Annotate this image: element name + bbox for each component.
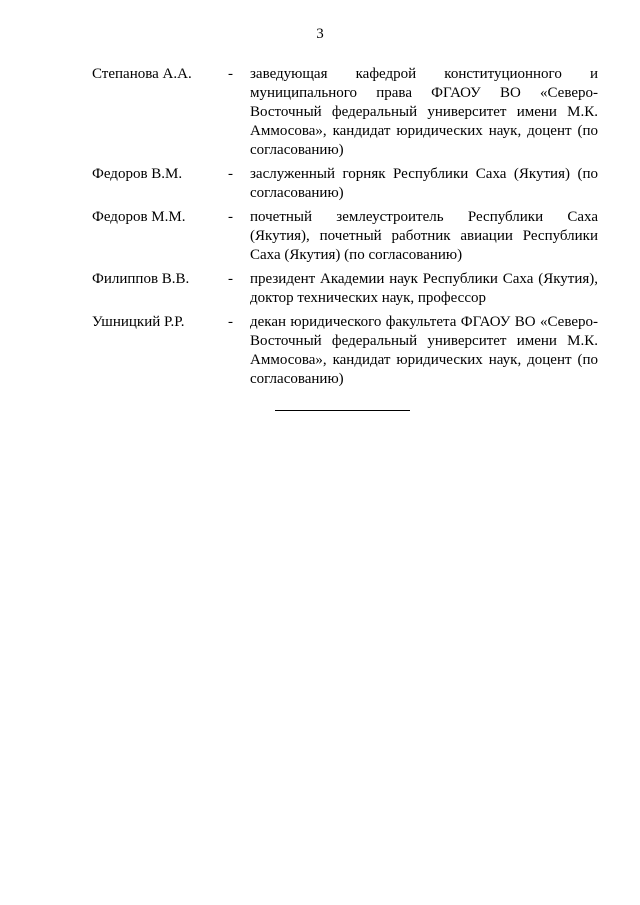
- member-row: [92, 65, 598, 160]
- member-row: [92, 165, 598, 203]
- member-dash: -: [228, 209, 233, 225]
- member-dash: -: [228, 271, 233, 287]
- member-name: Ушницкий Р.Р.: [92, 314, 185, 330]
- member-name: Федоров В.М.: [92, 166, 183, 182]
- end-of-list-divider: [275, 410, 410, 411]
- member-dash: -: [228, 66, 233, 82]
- member-row: [92, 313, 598, 389]
- members-list: [92, 65, 598, 394]
- member-description: заслуженный горняк Республики Саха (Якутия) (по согласованию): [250, 166, 598, 201]
- member-description: заведующая кафедрой конституционного и муниципального права ФГАОУ ВО «Северо-Восточный федеральный университет имени М.К. Аммосова», кандидат юридических наук, доцент (по согласованию): [250, 66, 598, 158]
- member-name: Степанова А.А.: [92, 66, 192, 82]
- member-description: президент Академии наук Республики Саха (Якутия), доктор технических наук, профессор: [250, 271, 598, 306]
- member-description: почетный землеустроитель Республики Саха (Якутия), почетный работник авиации Республики Саха (Якутия) (по согласованию): [250, 209, 598, 263]
- member-dash: -: [228, 166, 233, 182]
- page-number: 3: [316, 26, 324, 42]
- member-row: [92, 270, 598, 308]
- member-name: Федоров М.М.: [92, 209, 186, 225]
- member-description: декан юридического факультета ФГАОУ ВО «Северо-Восточный федеральный университет имени М.К. Аммосова», кандидат юридических наук, доцент (по согласованию): [250, 314, 598, 387]
- member-name: Филиппов В.В.: [92, 271, 190, 287]
- member-dash: -: [228, 314, 233, 330]
- member-row: [92, 208, 598, 265]
